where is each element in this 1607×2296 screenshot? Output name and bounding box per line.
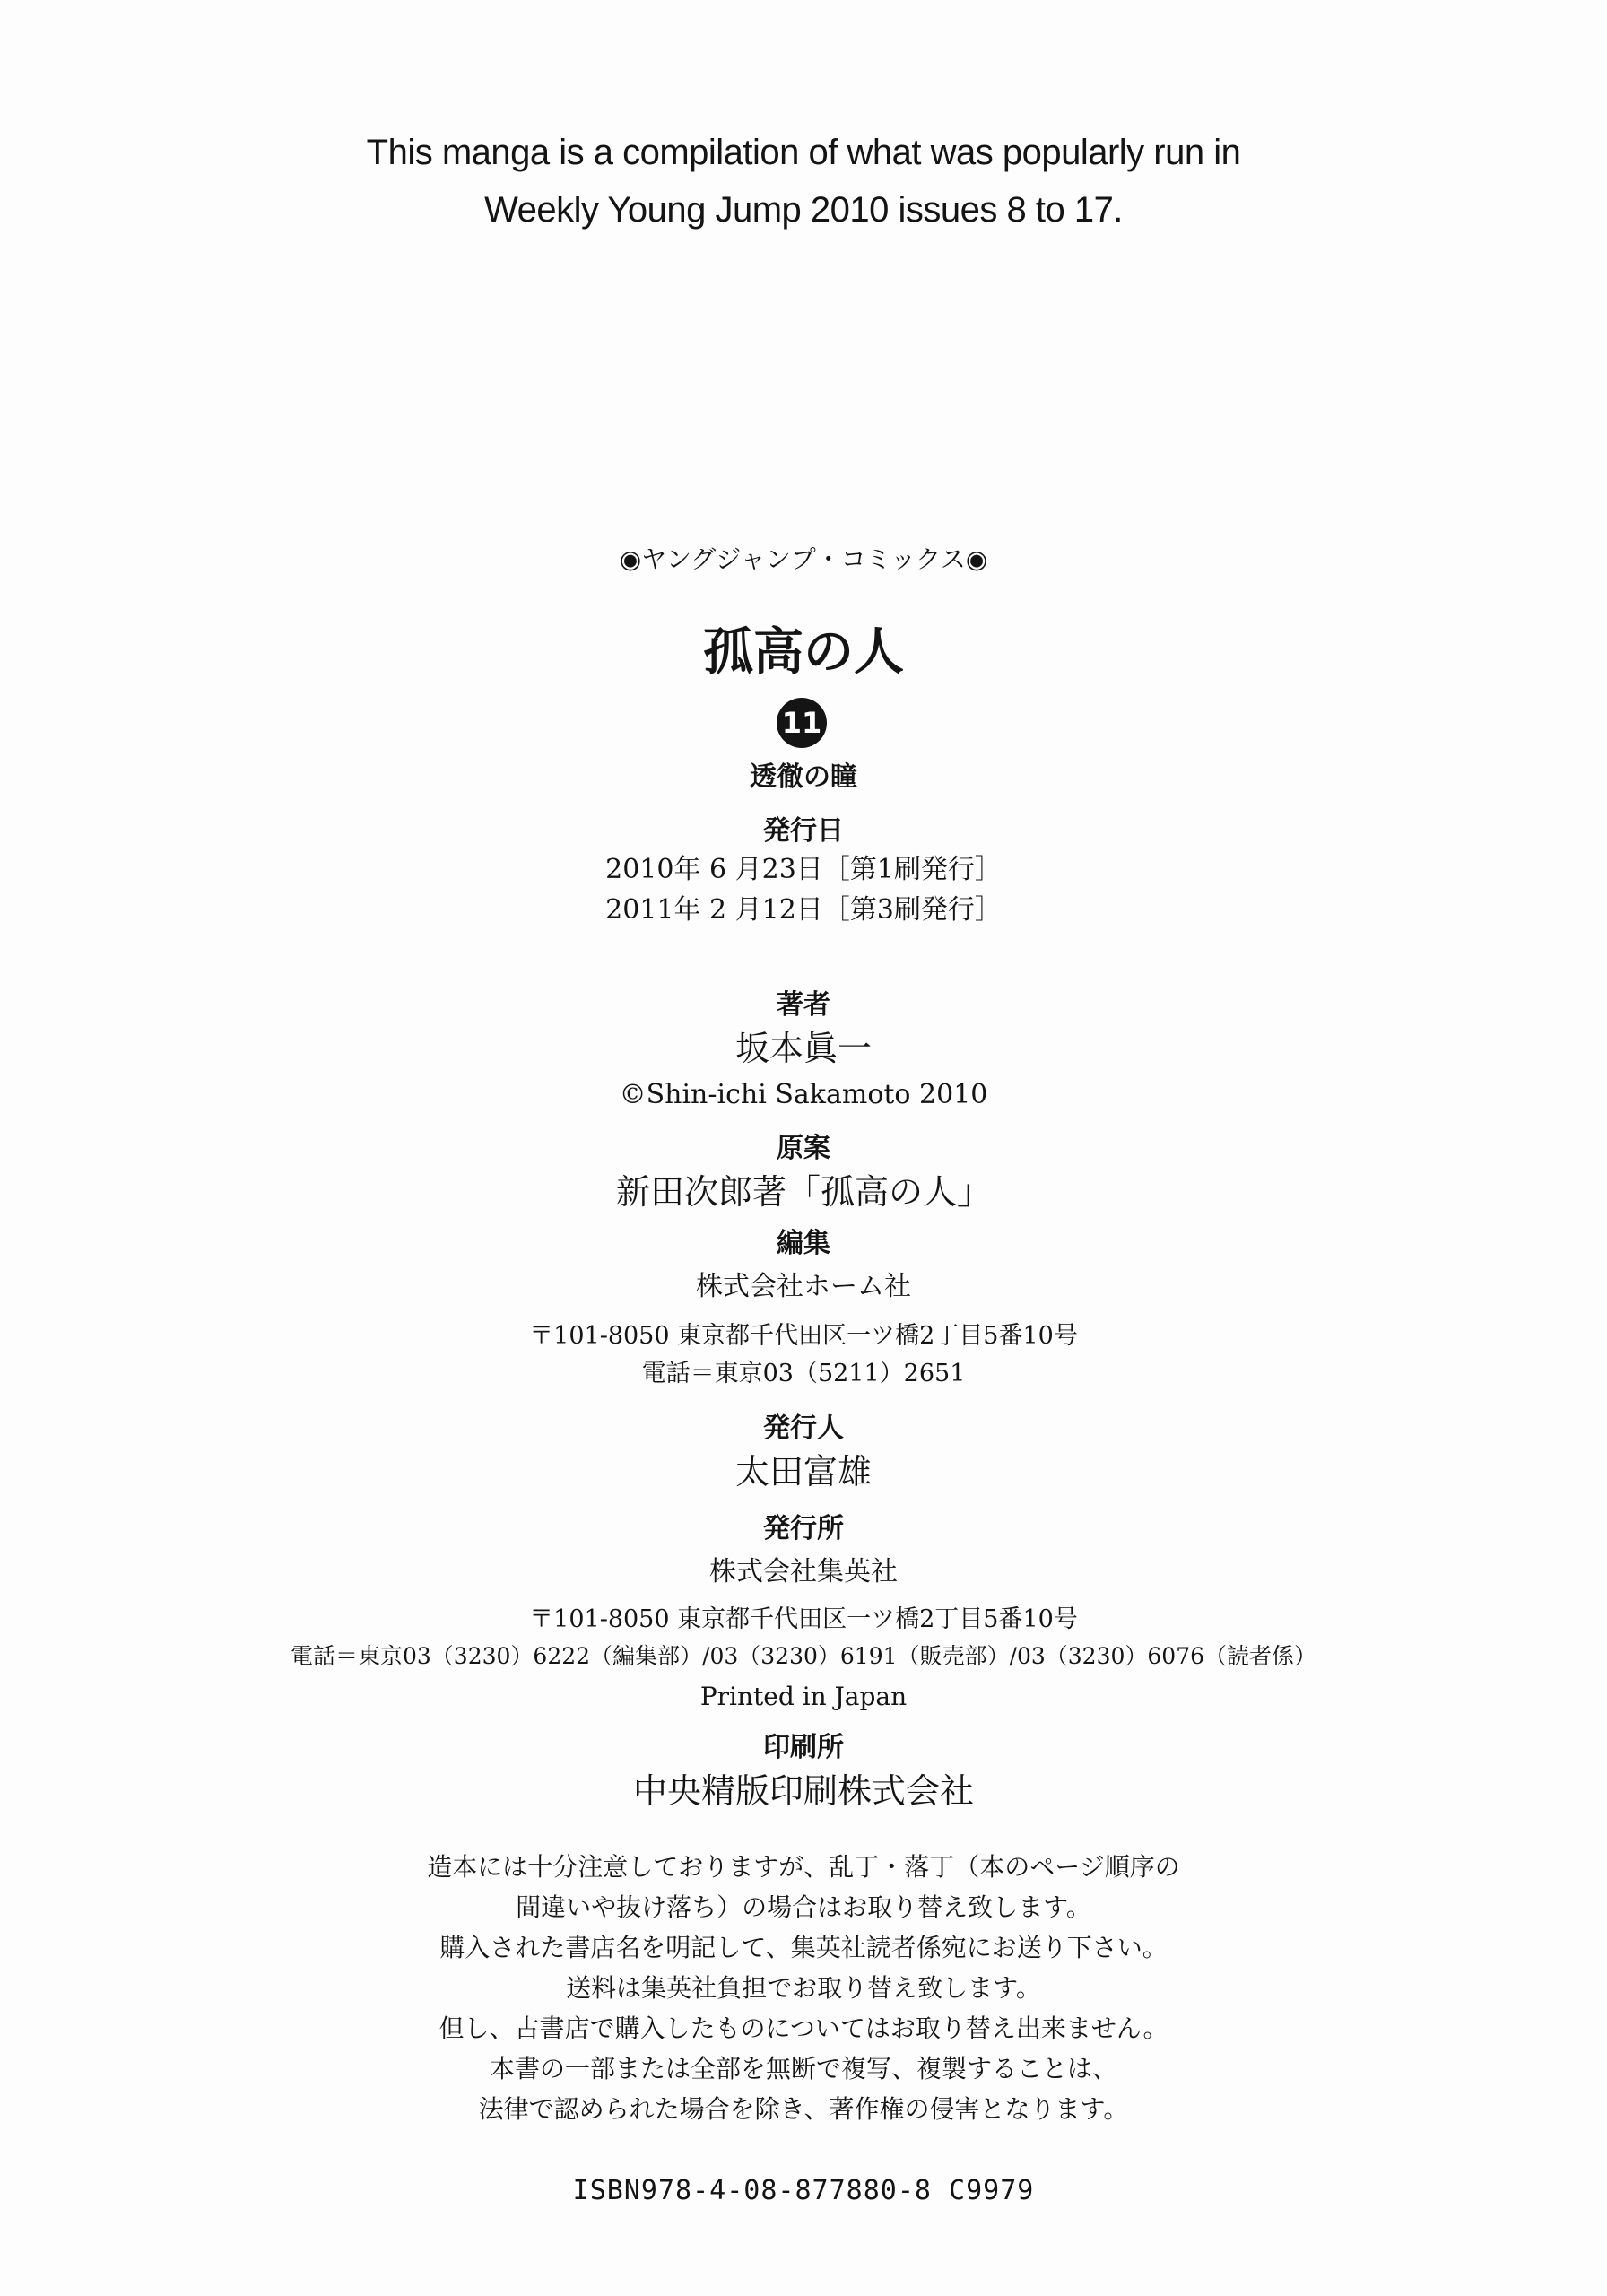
- printer-label: 印刷所: [763, 1732, 844, 1763]
- original-text: 新田次郎著「孤高の人」: [615, 1172, 991, 1212]
- publisher-person-name: 太田富雄: [734, 1452, 872, 1492]
- original-label: 原案: [777, 1133, 830, 1164]
- author-name: 坂本眞一: [734, 1029, 872, 1068]
- notice-line: 間違いや抜け落ち）の場合はお取り替え致します。: [516, 1892, 1091, 1922]
- editing-company: 株式会社ホーム社: [696, 1271, 911, 1302]
- intro-line-2: Weekly Young Jump 2010 issues 8 to 17.: [484, 190, 1123, 230]
- intro-line-1: This manga is a compilation of what was popularly run in: [366, 133, 1241, 172]
- notice-line: 但し、古書店で購入したものについてはお取り替え出来ません。: [439, 2013, 1168, 2043]
- publisher-company: 株式会社集英社: [709, 1556, 898, 1587]
- volume-badge: 11: [777, 698, 827, 748]
- author-copyright: ©Shin-ichi Sakamoto 2010: [619, 1079, 988, 1110]
- publisher-label: 発行所: [763, 1513, 844, 1544]
- publication-date-1: 2010年 6 月23日［第1刷発行］: [605, 854, 1002, 885]
- subtitle: 透徹の瞳: [750, 761, 857, 793]
- publisher-person-label: 発行人: [763, 1413, 844, 1444]
- notice-line: 送料は集英社負担でお取り替え致します。: [566, 1973, 1041, 2003]
- series-label: ◉ヤングジャンプ・コミックス◉: [619, 544, 988, 574]
- notice-line: 本書の一部または全部を無断で複写、複製することは、: [489, 2054, 1117, 2083]
- printed-in: Printed in Japan: [699, 1682, 908, 1711]
- notice-line: 造本には十分注意しておりますが、乱丁・落丁（本のページ順序の: [427, 1852, 1180, 1882]
- editing-label: 編集: [777, 1228, 830, 1259]
- book-title: 孤高の人: [703, 623, 904, 682]
- publication-date-label: 発行日: [763, 815, 844, 847]
- editing-address: 〒101-8050 東京都千代田区一ツ橋2丁目5番10号: [529, 1322, 1078, 1350]
- notice-line: 法律で認められた場合を除き、著作権の侵害となります。: [478, 2094, 1129, 2124]
- editing-phone: 電話＝東京03（5211）2651: [641, 1360, 966, 1387]
- publisher-phone: 電話＝東京03（3230）6222（編集部）/03（3230）6191（販売部）/03（3230）6076（読者係）: [290, 1643, 1317, 1669]
- printer-company: 中央精版印刷株式会社: [632, 1771, 974, 1811]
- notice-line: 購入された書店名を明記して、集英社読者係宛にお送り下さい。: [439, 1933, 1168, 1962]
- author-label: 著者: [777, 989, 830, 1021]
- publisher-address: 〒101-8050 東京都千代田区一ツ橋2丁目5番10号: [529, 1605, 1078, 1633]
- isbn: ISBN978-4-08-877880-8 C9979: [572, 2175, 1035, 2206]
- publication-date-2: 2011年 2 月12日［第3刷発行］: [605, 894, 1002, 926]
